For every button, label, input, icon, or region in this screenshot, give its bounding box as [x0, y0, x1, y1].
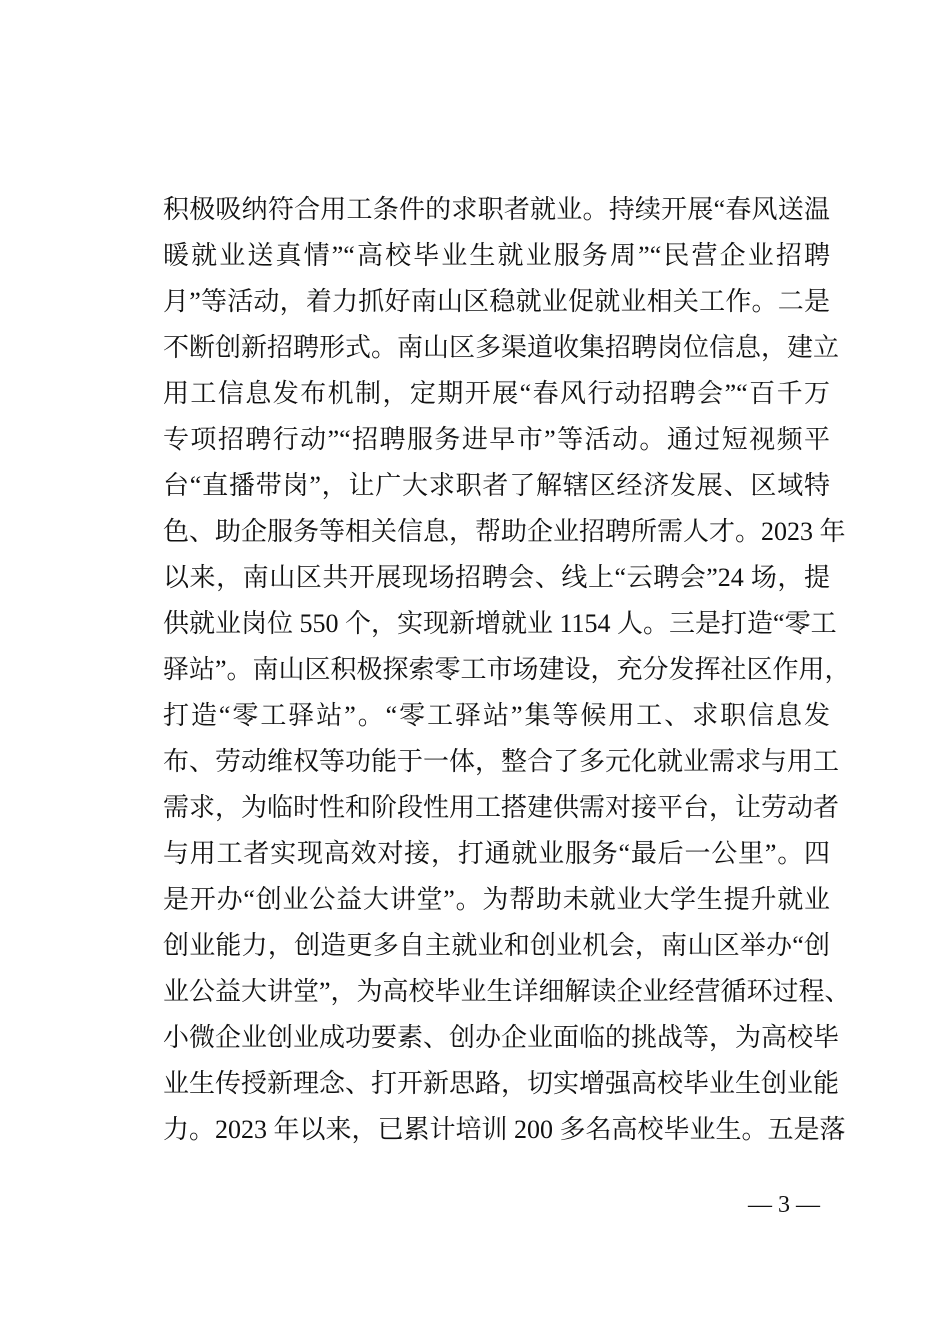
- page-number: — 3 —: [748, 1192, 820, 1218]
- text-line: 驿站”。南山区积极探索零工市场建设，充分发挥社区作用，: [163, 655, 851, 684]
- text-line: 色、助企服务等相关信息，帮助企业招聘所需人才。2023 年: [163, 517, 846, 546]
- text-line: 业生传授新理念、打开新思路，切实增强高校毕业生创业能: [163, 1069, 840, 1098]
- text-line: 打造“零工驿站”。“零工驿站”集等候用工、求职信息发: [163, 701, 830, 730]
- text-line: 需求，为临时性和阶段性用工搭建供需对接平台，让劳动者: [163, 793, 840, 822]
- text-line: 积极吸纳符合用工条件的求职者就业。持续开展“春风送温: [163, 195, 830, 224]
- text-line: 力。2023 年以来，已累计培训 200 多名高校毕业生。五是落: [163, 1115, 846, 1144]
- text-line: 月”等活动，着力抓好南山区稳就业促就业相关工作。二是: [163, 287, 830, 316]
- text-line: 专项招聘行动”“招聘服务进早市”等活动。通过短视频平: [163, 425, 830, 454]
- text-line: 以来，南山区共开展现场招聘会、线上“云聘会”24 场，提: [163, 563, 830, 592]
- text-line: 是开办“创业公益大讲堂”。为帮助未就业大学生提升就业: [163, 885, 830, 914]
- text-line: 小微企业创业成功要素、创办企业面临的挑战等，为高校毕: [163, 1023, 840, 1052]
- text-line: 不断创新招聘形式。南山区多渠道收集招聘岗位信息，建立: [163, 333, 840, 362]
- text-line: 供就业岗位 550 个，实现新增就业 1154 人。三是打造“零工: [163, 609, 837, 638]
- text-line: 布、劳动维权等功能于一体，整合了多元化就业需求与用工: [163, 747, 840, 776]
- text-line: 暖就业送真情”“高校毕业生就业服务周”“民营企业招聘: [163, 241, 830, 270]
- text-line: 业公益大讲堂”，为高校毕业生详细解读企业经营循环过程、: [163, 977, 851, 1006]
- text-line: 台“直播带岗”，让广大求职者了解辖区经济发展、区域特: [163, 471, 830, 500]
- text-line: 创业能力，创造更多自主就业和创业机会，南山区举办“创: [163, 931, 830, 960]
- text-line: 用工信息发布机制，定期开展“春风行动招聘会”“百千万: [163, 379, 830, 408]
- text-line: 与用工者实现高效对接，打通就业服务“最后一公里”。四: [163, 839, 830, 868]
